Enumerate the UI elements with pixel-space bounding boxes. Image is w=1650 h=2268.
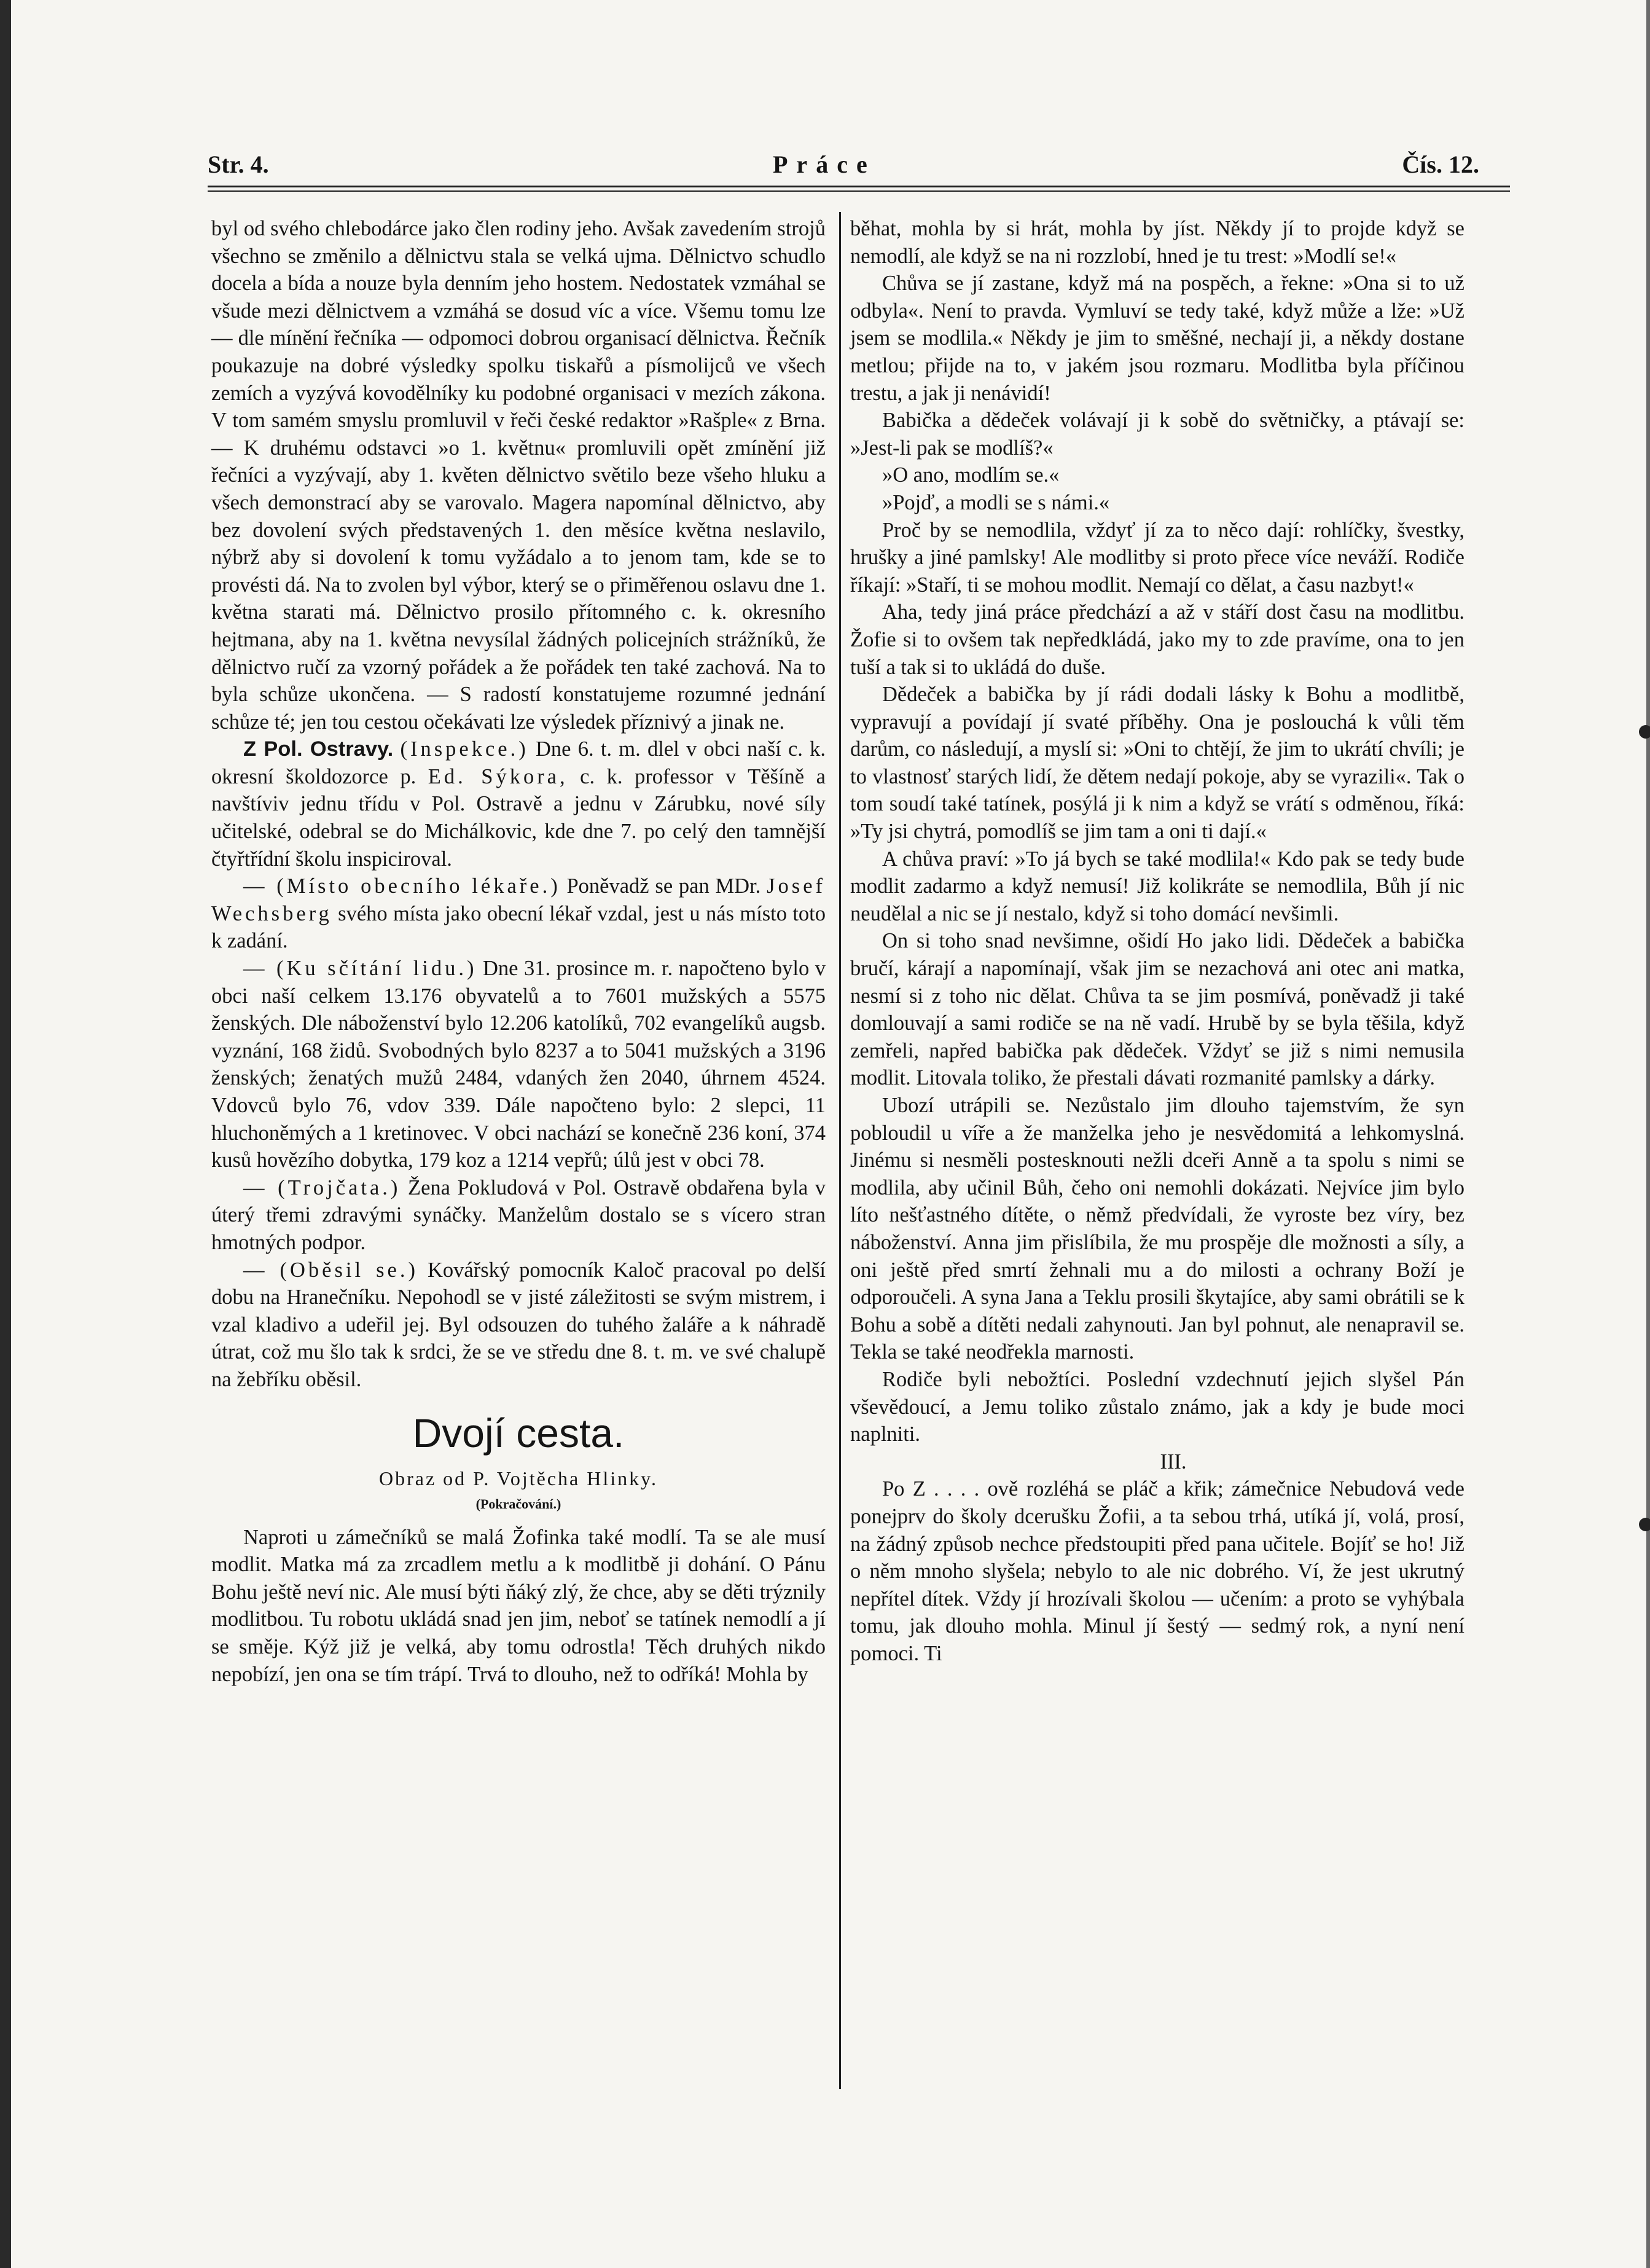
story-continuation-note: (Pokračování.) [475, 1496, 561, 1512]
story-paragraph: Rodiče byli nebožtíci. Poslední vzdechnutí jejich slyšel Pán vševědoucí, a Jemu toliko zůstalo známo, jak a kdy je bude moci naplniti. [850, 1367, 1464, 1446]
story-title: Dvojí cesta. [412, 1410, 625, 1456]
news-heading: — (Trojčata.) [243, 1175, 401, 1199]
article-paragraph: byl od svého chlebodárce jako člen rodiny jeho. Avšak zavedením strojů všechno se změnilo a dělnictvu stala se velká ujma. Dělnictvo schudlo docela a bída a nouze byla denním jeho hostem. Nedostatek vzmáhal se všude mezi dělnictvem a vzmáhá se dosud víc a více. Všemu tomu lze — dle mínění řečníka — odpomoci dobrou organisací dělnictva. Řečník poukazuje na dobré výsledky spolku tiskařů a písmolijců ve všech zemích a vyzývá kovodělníky ku podobné organisaci v mezích zákona. V tom samém smyslu promluvil v řeči české redaktor »Rašple« z Brna. — K druhému odstavci »o 1. květnu« promluvili opět zmínění již řečníci a vyzývají, aby 1. květen dělnictvo světilo beze všeho hluku a všech demonstrací aby se varovalo. Magera napomínal dělnictvo, aby bez dovolení svých představených 1. den měsíce května neslavilo, nýbrž aby si dovolení k tomu vyžádalo a to jenom tam, kde se to provésti dá. Na to zvolen byl výbor, který se o přiměřenou oslavu dne 1. května starati má. Dělnictvo prosilo přítomného c. k. okresního hejtmana, aby na 1. května nevysílal žádných policejních strážníků, že dělnictvo ručí za vzorný pořádek a že pořádek ten také zachová. Na to byla schůze ukončena. — S radostí konstatujeme rozumné jednání schůze té; jen tou cestou očekávati lze výsledek příznivý a jinak ne. [211, 217, 826, 734]
scan-mark [1639, 725, 1650, 739]
news-item: — (Místo obecního lékaře.) Poněvadž se pan MDr. Josef Wechsberg svého místa jako obecní lékař vzdal, jest u nás místo toto k zadání. [211, 874, 826, 953]
issue-number: Čís. 12. [1402, 151, 1479, 178]
story-paragraph: Naproti u zámečníků se malá Žofinka také modlí. Ta se ale musí modlit. Matka má za zrcadlem metlu a k modlitbě ji dohání. O Pánu Bohu ještě neví nic. Ale musí býti ňáký zlý, že chce, aby se děti trýznily modlitbou. Tu robotu ukládá snad jen jim, neboť se tatínek nemodlí a jí se směje. Kýž již je velká, aby tomu odrostla! Těch druhých nikdo nepobízí, jen ona se tím trápí. Trvá to dlouho, než to odříká! Mohla by [211, 1525, 826, 1686]
header-rule [208, 186, 1510, 187]
news-item: — (Ku sčítání lidu.) Dne 31. prosince m. r. napočteno bylo v obci naší celkem 13.176 obyvatelů a to 7601 mužských a 5575 ženských. Dle náboženství bylo 12.206 katolíků, 702 evangelíků augsb. vyznání, 168 židů. Svobodných bylo 8237 a to 5041 mužských a 3196 ženských; ženatých mužů 2484, vdaných žen 2040, úhrnem 4524. Vdovců bylo 76, vdov 339. Dále napočteno bylo: 2 slepci, 11 hluchoněmých a 1 kretinovec. V obci nachází se konečně 236 koní, 374 kusů hovězího dobytka, 179 koz a 1214 vepřů; úlů jest v obci 78. [211, 957, 826, 1172]
header-rule-thin [208, 190, 1510, 192]
story-paragraph: Proč by se nemodlila, vždyť jí za to něco dají: rohlíčky, švestky, hrušky a jiné pamlsky! Ale modlitby si proto přece více neváží. Rodiče říkají: »Staří, ti se mohou modlit. Nemají co dělat, a času nazbyt!« [850, 518, 1464, 597]
story-paragraph: Po Z . . . . ově rozléhá se pláč a křik; zámečnice Nebudová vede ponejprv do školy dcerušku Žofii, a ta sebou trhá, utíká jí, volá, prosí, na žádný způsob nechce předstoupiti před pana učitele. Bojíť se ho! Již o něm mnoho slyšela; nebylo to ale nic dobrého. Ví, že jest ukrutný nepřítel dítek. Vždy jí hrozívali školou — učením: a proto se vyhýbala tomu, jak dlouho mohla. Minul jí šestý — sedmý rok, a nyní není pomoci. Ti [850, 1477, 1464, 1665]
scan-mark [1639, 1518, 1650, 1531]
section-number: III. [1160, 1450, 1187, 1473]
story-byline: Obraz od P. Vojtěcha Hlinky. [378, 1467, 659, 1489]
story-paragraph: běhat, mohla by si hrát, mohla by jíst. Někdy jí to projde když se nemodlí, ale když se na ni rozzlobí, hned je tu trest: »Modlí se!« [850, 217, 1464, 268]
story-paragraph: Dědeček a babička by jí rádi dodali lásky k Bohu a modlitbě, vypravují a povídají jí svaté příběhy. Ona je poslouchá k vůli těm darům, co následují, a myslí si: »Oni to chtějí, že jim to ukrátí chvíli; je to vlastnosť starých lidí, že dětem nedají pokoje, aby se vyrazili«. Tak o tom soudí také tatínek, posýlá ji k nim a když se vrátí s odměnou, říká: »Ty jsi chytrá, pomodlíš se jim tam a oni ti dají.« [850, 683, 1464, 844]
news-heading: (Inspekce.) [400, 737, 529, 761]
news-heading: — (Ku sčítání lidu.) [243, 957, 477, 981]
story-paragraph: Aha, tedy jiná práce předchází a až v stáří dost času na modlitbu. Žofie si to ovšem tak nepředkládá, jako my to zde pravíme, ona to jen tuší a tak si to ukládá do duše. [850, 600, 1464, 679]
left-column [211, 215, 826, 1688]
story-paragraph: On si toho snad nevšimne, ošidí Ho jako lidi. Dědeček a babička bručí, kárají a napomínají, však jim se nezachová ani otec ani matka, nesmí si z toho nic dělat. Chůva ta se jim posmívá, poněvadž ji také domlouvají a sami rodiče se na ně vadí. Hrubě by se byla těšila, když zemřeli, napřed babička pak dědeček. Vždyť se již s nimi nemusila modlit. Litovala toliko, že přestali dávati rozmanité pamlsky a dárky. [850, 929, 1464, 1090]
news-heading: — (Oběsil se.) [243, 1258, 418, 1282]
person-name: Ed. Sýkora, [428, 764, 568, 788]
local-news-ostrava: Z Pol. Ostravy. (Inspekce.) Dne 6. t. m. dlel v obci naší c. k. okresní školdozorce p. Ed. Sýkora, c. k. professor v Těšíně a navštíviv jednu třídu v Pol. Ostravě a jednu v Zárubku, nové síly učitelské, odebral se do Michálkovic, kde dne 7. po celý den tamnější čtyřtřídní školu inspiciroval. [211, 737, 826, 871]
newspaper-title: Práce [773, 151, 876, 178]
place-heading: Z Pol. Ostravy. [243, 737, 394, 761]
page-header [208, 150, 1479, 187]
news-item: — (Oběsil se.) Kovářský pomocník Kaloč pracoval po delší dobu na Hranečníku. Nepohodl se v jisté záležitosti se svým mistrem, i vzal kladivo a udeřil jej. Byl odsouzen do tuhého žaláře a k náhradě útrat, což mu šlo tak k srdci, že se ve středu dne 8. t. m. ve své chalupě na žebříku oběsil. [211, 1258, 826, 1391]
person-name: Josef Wechsberg [211, 874, 826, 925]
column-divider [839, 212, 841, 2089]
story-paragraph: Babička a dědeček volávají ji k sobě do světničky, a ptávají se: »Jest-li pak se modlíš?« [850, 409, 1464, 460]
right-column [850, 215, 1464, 1667]
story-paragraph: Chůva se jí zastane, když má na pospěch, a řekne: »Ona si to už odbyla«. Není to pravda. Vymluví se tedy také, když může a lže: »Už jsem se modlila.« Někdy je jim to směšné, nechají ji, a někdy dostane metlou; přijde na to, v jakém jsou rozmaru. Modlitba byla příčinou trestu, a jak ji nenávidí! [850, 272, 1464, 405]
story-paragraph: A chůva praví: »To já bych se také modlila!« Kdo pak se tedy bude modlit zadarmo a když nemusí! Již kolikráte se nemodlila, Bůh jí nic neudělal a nic se jí nestalo, když si toho domácí nevšimli. [850, 847, 1464, 925]
news-heading: — (Místo obecního lékaře.) [243, 874, 561, 898]
page-number: Str. 4. [208, 151, 269, 178]
scan-edge-right [1646, 0, 1650, 2268]
news-item: — (Trojčata.) Žena Pokludová v Pol. Ostravě obdařena byla v úterý třemi zdravými synáčky. Manželům dostalo se s vícero stran hmotných podpor. [211, 1175, 826, 1254]
scan-edge-left [0, 0, 11, 2268]
story-paragraph: »Pojď, a modli se s námi.« [882, 490, 1110, 514]
story-paragraph: Ubozí utrápili se. Nezůstalo jim dlouho tajemstvím, že syn pobloudil u víře a že manželka jeho je nesvědomitá a lehkomyslná. Jinému si nesměli postesknouti nežli dceři Anně a ta spolu s nimi se modlila, aby učinil Bůh, čeho oni nemohli dokázati. Nejvíce jim bylo líto nešťastného dítěte, o němž předvídali, že vyroste bez víry, bez náboženství. Anna jim přislíbila, že mu prospěje dle možnosti a síly, a oni ještě před smrtí žehnali mu a do milosti a ochrany Boží je odporoučeli. A syna Jana a Teklu prosili škytajíce, aby sami obrátili se k Bohu a sobě a dítěti nedali zahynouti. Jan byl pohnut, ale nenapravil se. Tekla se také neodřekla marnosti. [850, 1094, 1464, 1364]
story-paragraph: »O ano, modlím se.« [882, 463, 1060, 487]
